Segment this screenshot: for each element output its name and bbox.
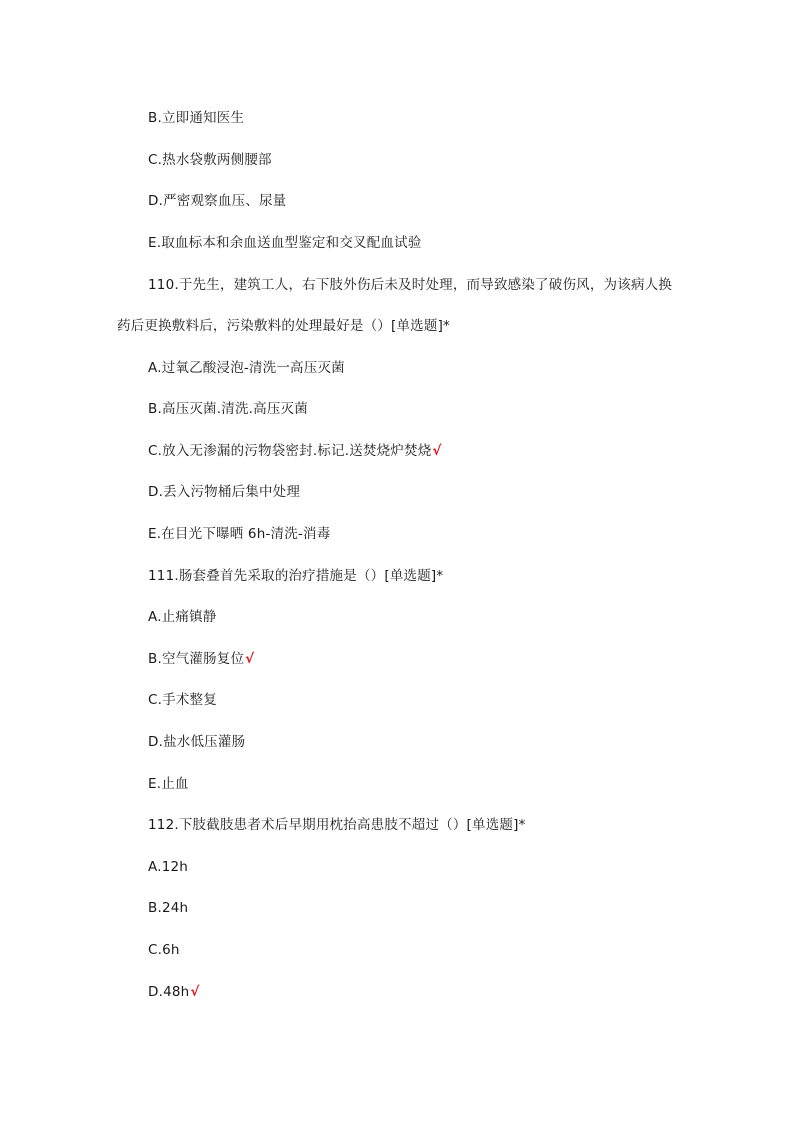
q110-option-b: B.高压灭菌.清洗.高压灭菌: [148, 401, 308, 417]
option-d-observe-bp: D.严密观察血压、尿量: [148, 193, 287, 209]
q112-option-c: C.6h: [148, 942, 180, 958]
q111-option-e: E.止血: [148, 776, 189, 792]
q112-option-b: B.24h: [148, 900, 189, 916]
q110-option-c: C.放入无渗漏的污物袋密封.标记.送焚烧炉焚烧√: [148, 443, 442, 459]
q111-option-c: C.手术整复: [148, 692, 217, 708]
q110-option-d: D.丢入污物桶后集中处理: [148, 484, 301, 500]
question-110-line-1: 110.于先生，建筑工人，右下肢外伤后未及时处理，而导致感染了破伤风，为该病人换: [148, 277, 673, 293]
q111-option-b: B.空气灌肠复位√: [148, 651, 255, 667]
q112-option-a: A.12h: [148, 859, 189, 875]
option-c-hot-water-bag: C.热水袋敷两侧腰部: [148, 152, 272, 168]
q112-option-d: D.48h√: [148, 984, 200, 1000]
q110-option-e: E.在目光下曝晒 6h-清洗-消毒: [148, 526, 331, 542]
check-mark-icon: √: [245, 651, 255, 667]
question-110-line-2: 药后更换敷料后，污染敷料的处理最好是（）[单选题]*: [117, 318, 450, 334]
q111-option-d: D.盐水低压灌肠: [148, 734, 246, 750]
q111-option-a: A.止痛镇静: [148, 609, 217, 625]
q110-option-a: A.过氧乙酸浸泡-清洗一高压灭菌: [148, 360, 345, 376]
question-111: 111.肠套叠首先采取的治疗措施是（）[单选题]*: [148, 568, 444, 584]
check-mark-icon: √: [432, 443, 442, 459]
check-mark-icon: √: [190, 984, 200, 1000]
option-b-notify-doctor: B.立即通知医生: [148, 110, 245, 126]
option-e-blood-sample: E.取血标本和余血送血型鉴定和交叉配血试验: [148, 235, 422, 251]
question-112: 112.下肢截肢患者术后早期用枕抬高患肢不超过（）[单选题]*: [148, 817, 526, 833]
